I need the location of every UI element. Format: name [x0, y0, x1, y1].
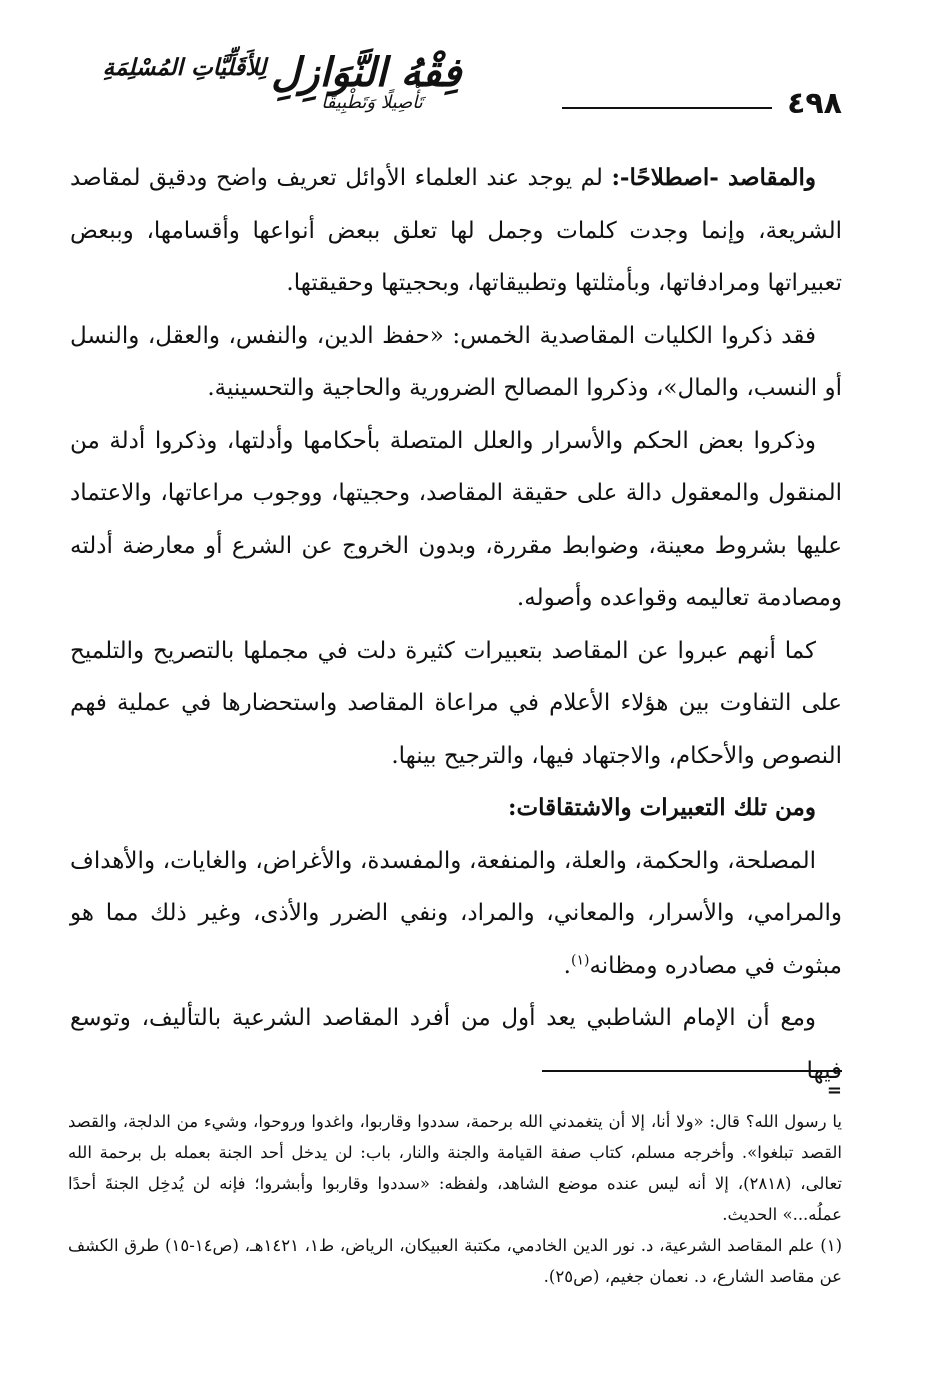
section-heading: ومن تلك التعبيرات والاشتقاقات: — [507, 794, 816, 821]
paragraph-terms — [70, 835, 842, 993]
footnote-continued: يا رسول الله؟ قال: «ولا أنا، إلا أن يتغمدني الله برحمة، سددوا وقاربوا، واغدوا وروحوا، وشيء من الدلجة، والقصد القصد تبلغوا». وأخرجه مسلم، كتاب صفة القيامة والجنة والنار، باب: لن يدخل أحد الجنة بعمله بل برحمة الله تعالى، (٢٨١٨)، إلا أنه ليس عنده موضع الشاهد، ولفظه: «سددوا وقاربوا وأبشروا؛ فإنه لن يُدخِل الجنةَ أحدًا عملُه...» الحديث. — [68, 1112, 842, 1224]
paragraph-text: لم يوجد عند العلماء الأوائل تعريف واضح ودقيق لمقاصد الشريعة، وإنما وجدت كلمات وجمل لها تعلق ببعض أنواعها وأقسامها، وببعض تعبيراتها ومرادفاتها، وبأمثلتها وتطبيقاتها، وبحجيتها وحقيقتها. — [70, 165, 842, 296]
running-header — [82, 49, 842, 142]
book-title-main: فِقْهُ النَّوَازِلِ — [271, 49, 462, 96]
header-rule — [562, 107, 772, 109]
paragraph-definition — [70, 152, 842, 310]
main-text — [70, 152, 842, 1097]
paragraph-end-punct: . — [563, 952, 571, 979]
footnote-1: (١) علم المقاصد الشرعية، د. نور الدين الخادمي، مكتبة العبيكان، الرياض، ط١، ١٤٢١هـ، (ص١٤-١٥) طرق الكشف عن مقاصد الشارع، د. نعمان جغيم، (ص٢٥). — [68, 1236, 842, 1286]
page-number: ٤٩٨ — [787, 86, 842, 121]
book-subtitle: تَأْصِيلًا وَتَطْبِيقًا — [321, 92, 423, 113]
paragraph-five-universals: فقد ذكروا الكليات المقاصدية الخمس: «حفظ الدين، والنفس، والعقل، والنسل أو النسب، والمال»، وذكروا المصالح الضرورية والحاجية والتحسينية. — [70, 322, 842, 401]
paragraph-expressions: كما أنهم عبروا عن المقاصد بتعبيرات كثيرة دلت في مجملها بالتصريح والتلميح على التفاوت بين هؤلاء الأعلام في مراعاة المقاصد واستحضارها في عملية فهم النصوص والأحكام، والاجتهاد فيها، والترجيح بينها. — [70, 637, 843, 769]
book-title-minorities: لِلأَقَلِّيَّاتِ المُسْلِمَةِ — [102, 54, 267, 81]
footnotes — [68, 1106, 842, 1292]
footnote-separator — [542, 1070, 842, 1072]
paragraph-text: المصلحة، والحكمة، والعلة، والمنفعة، والمفسدة، والأغراض، والغايات، والأهداف والمرامي، والأسرار، والمعاني، والمراد، ونفي الضرر والأذى، وغير ذلك مما هو مبثوث في مصادره ومظانه — [70, 847, 842, 979]
book-title — [82, 49, 482, 113]
paragraph-lead: والمقاصد -اصطلاحًا-: — [611, 164, 816, 191]
paragraph-shatibi: ومع أن الإمام الشاطبي يعد أول من أفرد المقاصد الشرعية بالتأليف، وتوسع فيها — [70, 1005, 842, 1084]
footnote-continue-mark: = — [826, 1080, 842, 1101]
footnote-ref[interactable]: (١) — [570, 951, 590, 968]
paragraph-wisdoms: وذكروا بعض الحكم والأسرار والعلل المتصلة بأحكامها وأدلتها، وذكروا أدلة من المنقول والمعقول دالة على حقيقة المقاصد، وحجيتها، ووجوب مراعاتها، والاعتماد عليها بشروط معينة، وضوابط مقررة، وبدون الخروج عن الشرع أو معارضة أدلته ومصادمة تعاليمه وقواعده وأصوله. — [70, 427, 842, 611]
